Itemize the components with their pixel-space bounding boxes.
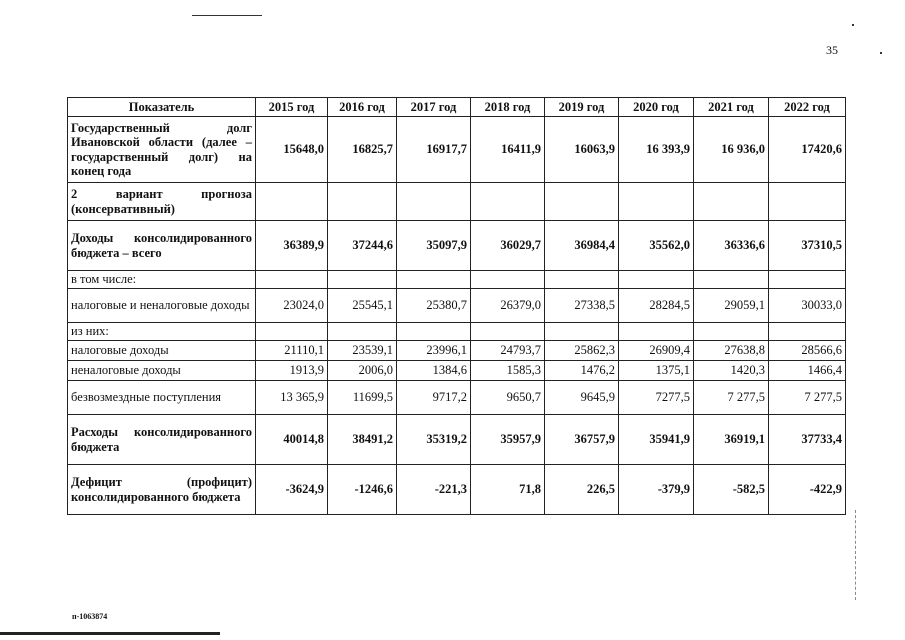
top-rule [192, 15, 262, 16]
value-cell: -422,9 [769, 465, 846, 515]
value-cell: 28284,5 [619, 289, 694, 323]
value-cell: 11699,5 [328, 381, 397, 415]
value-cell [256, 323, 328, 341]
table-row [68, 381, 846, 415]
header-year: 2018 год [471, 98, 545, 117]
value-cell: 15648,0 [256, 117, 328, 183]
value-cell [256, 271, 328, 289]
value-cell [619, 323, 694, 341]
scan-artifact [855, 510, 859, 600]
value-cell: 35957,9 [471, 415, 545, 465]
value-cell: 27338,5 [545, 289, 619, 323]
value-cell: 36919,1 [694, 415, 769, 465]
value-cell: 9717,2 [397, 381, 471, 415]
value-cell [328, 183, 397, 221]
scan-speck [852, 24, 854, 26]
value-cell: 23996,1 [397, 341, 471, 361]
table-row [68, 183, 846, 221]
value-cell: 21110,1 [256, 341, 328, 361]
document-code: п-1063874 [72, 612, 108, 621]
value-cell: 16 936,0 [694, 117, 769, 183]
row-label: из них: [68, 323, 256, 341]
value-cell: -221,3 [397, 465, 471, 515]
value-cell: 35562,0 [619, 221, 694, 271]
table-row [68, 117, 846, 183]
value-cell [694, 271, 769, 289]
value-cell: 36389,9 [256, 221, 328, 271]
value-cell [769, 323, 846, 341]
row-label: 2 вариант прогноза (консервативный) [68, 183, 256, 221]
value-cell: 2006,0 [328, 361, 397, 381]
header-year: 2020 год [619, 98, 694, 117]
value-cell: 16917,7 [397, 117, 471, 183]
value-cell [769, 271, 846, 289]
page-number: 35 [826, 43, 838, 57]
value-cell: -379,9 [619, 465, 694, 515]
value-cell: 40014,8 [256, 415, 328, 465]
value-cell: 16411,9 [471, 117, 545, 183]
value-cell: 37244,6 [328, 221, 397, 271]
scan-speck [880, 52, 882, 54]
value-cell: 1466,4 [769, 361, 846, 381]
row-label: Расходы консолидированного бюджета [68, 415, 256, 465]
row-label: Государственный долг Ивановской области (далее – государственный долг) на конец года [68, 117, 256, 183]
value-cell: 36336,6 [694, 221, 769, 271]
value-cell: -3624,9 [256, 465, 328, 515]
value-cell: 7 277,5 [694, 381, 769, 415]
value-cell: 16063,9 [545, 117, 619, 183]
row-label: неналоговые доходы [68, 361, 256, 381]
value-cell: 1420,3 [694, 361, 769, 381]
value-cell [694, 183, 769, 221]
value-cell: 16 393,9 [619, 117, 694, 183]
value-cell: 1913,9 [256, 361, 328, 381]
header-year: 2016 год [328, 98, 397, 117]
value-cell: 7277,5 [619, 381, 694, 415]
bottom-rule [0, 632, 220, 635]
value-cell: 24793,7 [471, 341, 545, 361]
row-label: Доходы консолидированного бюджета – всего [68, 221, 256, 271]
value-cell: 35097,9 [397, 221, 471, 271]
header-year: 2022 год [769, 98, 846, 117]
table-row [68, 289, 846, 323]
value-cell [471, 323, 545, 341]
value-cell: -1246,6 [328, 465, 397, 515]
value-cell: 23539,1 [328, 341, 397, 361]
value-cell: 26909,4 [619, 341, 694, 361]
value-cell: 17420,6 [769, 117, 846, 183]
value-cell: 23024,0 [256, 289, 328, 323]
value-cell [328, 271, 397, 289]
value-cell [471, 183, 545, 221]
value-cell [619, 183, 694, 221]
value-cell: 16825,7 [328, 117, 397, 183]
value-cell: 25862,3 [545, 341, 619, 361]
table-row [68, 361, 846, 381]
value-cell: 36029,7 [471, 221, 545, 271]
header-year: 2021 год [694, 98, 769, 117]
value-cell [397, 271, 471, 289]
value-cell: 35941,9 [619, 415, 694, 465]
value-cell: 1476,2 [545, 361, 619, 381]
value-cell: 1585,3 [471, 361, 545, 381]
value-cell: 25545,1 [328, 289, 397, 323]
table-header-row [68, 98, 846, 117]
value-cell: -582,5 [694, 465, 769, 515]
table-row [68, 465, 846, 515]
header-year: 2015 год [256, 98, 328, 117]
value-cell [397, 323, 471, 341]
value-cell: 36757,9 [545, 415, 619, 465]
value-cell: 13 365,9 [256, 381, 328, 415]
value-cell [545, 323, 619, 341]
value-cell: 37310,5 [769, 221, 846, 271]
value-cell [545, 271, 619, 289]
table-row [68, 271, 846, 289]
value-cell: 26379,0 [471, 289, 545, 323]
value-cell [328, 323, 397, 341]
value-cell: 9645,9 [545, 381, 619, 415]
value-cell: 71,8 [471, 465, 545, 515]
value-cell: 35319,2 [397, 415, 471, 465]
value-cell: 36984,4 [545, 221, 619, 271]
value-cell: 37733,4 [769, 415, 846, 465]
value-cell: 1384,6 [397, 361, 471, 381]
value-cell [619, 271, 694, 289]
value-cell: 27638,8 [694, 341, 769, 361]
row-label: налоговые доходы [68, 341, 256, 361]
value-cell: 1375,1 [619, 361, 694, 381]
value-cell: 28566,6 [769, 341, 846, 361]
value-cell [256, 183, 328, 221]
header-year: 2017 год [397, 98, 471, 117]
value-cell [397, 183, 471, 221]
value-cell: 9650,7 [471, 381, 545, 415]
row-label: налоговые и неналоговые доходы [68, 289, 256, 323]
value-cell: 25380,7 [397, 289, 471, 323]
value-cell: 7 277,5 [769, 381, 846, 415]
table-row [68, 415, 846, 465]
row-label: Дефицит (профицит) консолидированного бюджета [68, 465, 256, 515]
value-cell [545, 183, 619, 221]
value-cell: 30033,0 [769, 289, 846, 323]
budget-forecast-table [67, 97, 846, 515]
header-year: 2019 год [545, 98, 619, 117]
table-row [68, 341, 846, 361]
row-label: безвозмездные поступления [68, 381, 256, 415]
value-cell: 226,5 [545, 465, 619, 515]
value-cell: 38491,2 [328, 415, 397, 465]
value-cell [471, 271, 545, 289]
table-row [68, 323, 846, 341]
value-cell [694, 323, 769, 341]
row-label: в том числе: [68, 271, 256, 289]
value-cell: 29059,1 [694, 289, 769, 323]
table-row [68, 221, 846, 271]
value-cell [769, 183, 846, 221]
header-indicator: Показатель [68, 98, 256, 117]
